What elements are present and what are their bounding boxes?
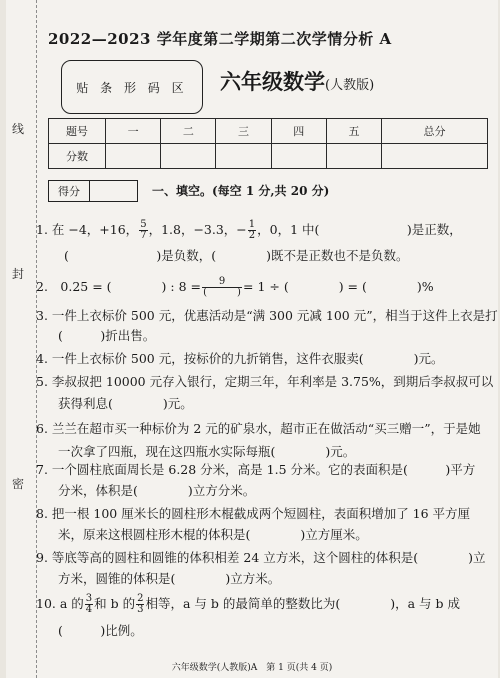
score-table-cell: 三 xyxy=(216,119,271,144)
question-5-line-2: 获得利息( )元。 xyxy=(58,396,193,411)
question-1-line-1 xyxy=(36,220,486,241)
binding-char-feng: 封 xyxy=(12,267,25,281)
q2-text-b: = 1 ÷ ( ) = ( )% xyxy=(243,279,434,294)
subject-title xyxy=(220,66,374,96)
question-8-line-1: 8. 把一根 100 厘米长的圆柱形木棍截成两个短圆柱，表面积增加了 16 平方厘 xyxy=(36,506,471,521)
fraction-numerator: 3 xyxy=(85,593,93,604)
score-table-cell: 四 xyxy=(271,119,326,144)
fraction-denominator: 7 xyxy=(140,230,147,241)
score-table-cell: 一 xyxy=(106,119,161,144)
page-footer: 六年级数学(人教版)A 第 1 页(共 4 页) xyxy=(171,663,333,673)
score-table-cell: 五 xyxy=(326,119,381,144)
score-input-cell[interactable] xyxy=(326,144,381,169)
q1-text-a: 1. 在 −4，+16， xyxy=(36,222,139,237)
fraction xyxy=(202,277,242,298)
score-input-cell[interactable] xyxy=(271,144,326,169)
score-table-cell: 题号 xyxy=(49,119,106,144)
question-9-line-1: 9. 等底等高的圆柱和圆锥的体积相差 24 立方米，这个圆柱的体积是( )立 xyxy=(36,550,486,565)
score-table-score-row xyxy=(49,144,488,169)
question-10-line-2: ( )比例。 xyxy=(58,623,143,638)
fraction-denominator: ( ) xyxy=(203,287,241,298)
subject-edition: (人教版) xyxy=(325,78,375,93)
q1-text-c: ，0，1 中( )是正数， xyxy=(257,222,462,237)
question-3-line-2: ( )折出售。 xyxy=(58,328,156,343)
score-table xyxy=(48,118,488,169)
q10-text-c: 相等，a 与 b 的最简单的整数比为( )，a 与 b 成 xyxy=(145,596,460,611)
q10-text-b: 和 b 的 xyxy=(94,596,136,611)
question-7-line-2: 分米，体积是( )立方分米。 xyxy=(58,483,256,498)
exam-title: 2022—2023 学年度第二学期第二次学情分析 A xyxy=(48,30,392,48)
q10-text-a: 10. a 的 xyxy=(36,596,84,611)
fraction-denominator: 4 xyxy=(85,604,93,615)
binding-char-xian: 线 xyxy=(12,122,25,136)
exam-page xyxy=(6,0,498,678)
fraction xyxy=(136,594,144,615)
q2-text-a: 2. 0.25 = ( ) : 8 = xyxy=(36,279,201,294)
question-3-line-1: 3. 一件上衣标价 500 元，优惠活动是“满 300 元减 100 元”，相当于这件上衣是打 xyxy=(36,308,498,323)
subject-name: 六年级数学 xyxy=(220,69,325,94)
question-8-line-2: 米，原来这根圆柱形木棍的体积是( )立方厘米。 xyxy=(58,527,368,542)
barcode-label: 贴 条 形 码 区 xyxy=(76,80,188,95)
score-table-header-row xyxy=(49,119,488,144)
score-input-cell[interactable] xyxy=(382,144,488,169)
fraction xyxy=(248,220,256,241)
question-2 xyxy=(36,277,486,298)
score-table-cell: 二 xyxy=(161,119,216,144)
score-table-cell: 总分 xyxy=(382,119,488,144)
fraction-numerator: 2 xyxy=(137,593,144,604)
binding-strip xyxy=(6,0,37,678)
fraction xyxy=(139,220,147,241)
fraction-denominator: 2 xyxy=(248,230,256,241)
question-4: 4. 一件上衣标价 500 元，按标价的九折销售，这件衣服卖( )元。 xyxy=(36,351,444,366)
score-input-cell[interactable] xyxy=(216,144,271,169)
question-10-line-1 xyxy=(36,594,486,615)
binding-char-mi: 密 xyxy=(12,477,25,491)
fraction-numerator: 5 xyxy=(140,219,147,230)
section-title: 一、填空。(每空 1 分,共 20 分) xyxy=(152,184,330,198)
fraction-denominator: 3 xyxy=(137,604,144,615)
question-6-line-2: 一次拿了四瓶，现在这四瓶水实际每瓶( )元。 xyxy=(58,444,356,459)
question-5-line-1: 5. 李叔叔把 10000 元存入银行，定期三年，年利率是 3.75%，到期后李叔叔可以 xyxy=(36,374,494,389)
barcode-area xyxy=(61,60,203,114)
score-input-cell[interactable] xyxy=(106,144,161,169)
fraction-numerator: 9 xyxy=(202,277,242,288)
score-table-cell: 分数 xyxy=(49,144,106,169)
question-9-line-2: 方米，圆锥的体积是( )立方米。 xyxy=(58,571,281,586)
fraction xyxy=(85,594,93,615)
question-1-line-2: ( )是负数，( )既不是正数也不是负数。 xyxy=(64,248,409,263)
section-score-box xyxy=(48,180,138,202)
score-input-cell[interactable] xyxy=(161,144,216,169)
question-6-line-1: 6. 兰兰在超市买一种标价为 2 元的矿泉水，超市正在做活动“买三赠一”，于是她 xyxy=(36,421,481,436)
section-score-input[interactable] xyxy=(90,181,137,201)
fraction-numerator: 1 xyxy=(248,219,256,230)
question-7-line-1: 7. 一个圆柱底面周长是 6.28 分米，高是 1.5 分米。它的表面积是( )平方 xyxy=(36,462,476,477)
q1-text-b: ，1.8，−3.3，− xyxy=(148,222,247,237)
section-score-label: 得分 xyxy=(49,181,90,201)
